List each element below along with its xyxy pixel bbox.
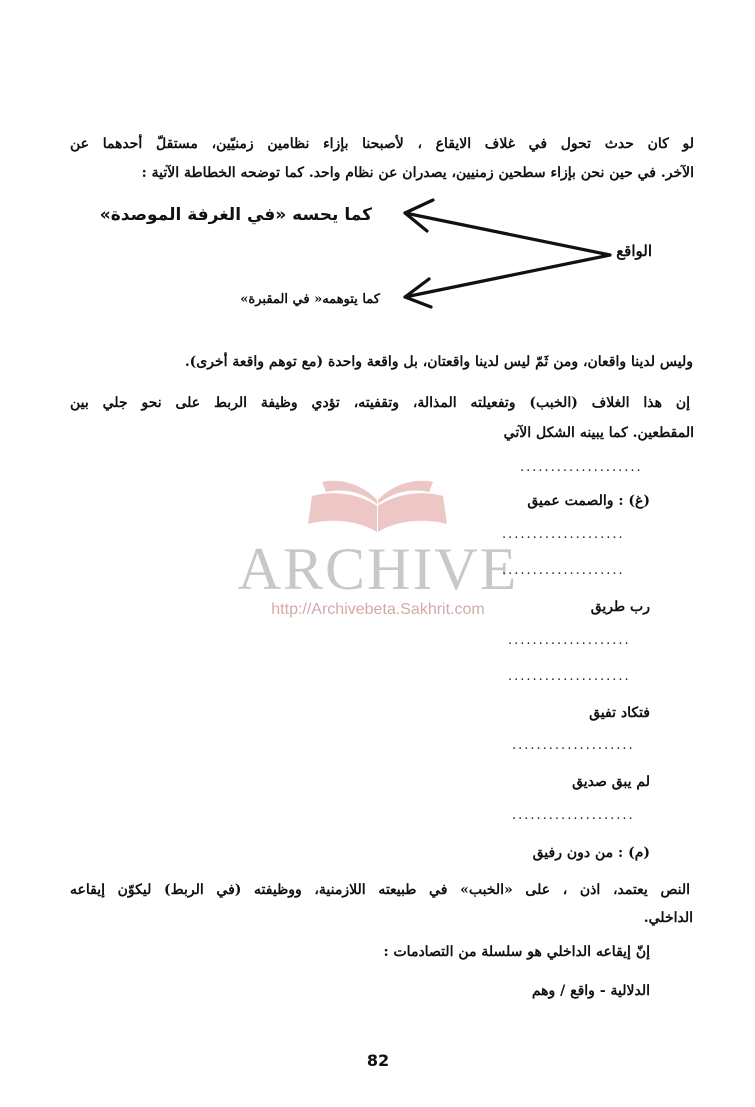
poem-line-4: لم يبق صديق	[572, 774, 650, 790]
archive-book-logo	[300, 470, 455, 545]
poem-line-5: (م) : من دون رفيق	[532, 845, 650, 861]
paragraph-4-line-2: الداخلي.	[643, 910, 693, 926]
paragraph-4-line-1: النص يعتمد، اذن ، على «الخبب» في طبيعته اللازمنية، ووظيفته (في الربط) ليكوّن إيقاعه	[70, 882, 690, 898]
diagram-upper-label: كما يحسه «في الغرفة الموصدة»	[99, 205, 372, 225]
poem-dots: ....................	[512, 808, 635, 823]
diagram-lower-label: كما يتوهمه« في المقبرة»	[240, 292, 380, 307]
poem-dots: ....................	[502, 563, 625, 578]
poem-dots: ....................	[502, 527, 625, 542]
poem-dots: ....................	[508, 633, 631, 648]
poem-line-3: فتكاد تفيق	[589, 705, 650, 721]
poem-dots: ....................	[520, 460, 643, 475]
poem-line-1: (غ) : والصمت عميق	[527, 493, 650, 509]
paragraph-6: الدلالية - واقع / وهم	[531, 983, 650, 999]
paragraph-3-line-2: المقطعين. كما يبينه الشكل الآتي	[503, 425, 694, 441]
poem-dots: ....................	[512, 738, 635, 753]
page-number: 82	[366, 1051, 390, 1070]
paragraph-5: إنّ إيقاعه الداخلي هو سلسلة من التصادمات :	[383, 944, 650, 960]
watermark-title: ARCHIVE	[237, 536, 519, 602]
paragraph-1-line-2: الآخر. في حين نحن بإزاء سطحين زمنيين، يصدران عن نظام واحد. كما توضحه الخطاطة الآتية :	[141, 165, 694, 181]
diagram-source-label: الواقع	[616, 242, 652, 260]
watermark-url: http://Archivebeta.Sakhrit.com	[271, 601, 485, 618]
poem-line-2: رب طريق	[590, 599, 650, 615]
paragraph-3-line-1: إن هذا الغلاف (الخبب) وتفعيلته المذالة، وتقفيته، تؤدي وظيفة الربط على نحو جلي بين	[70, 395, 690, 411]
paragraph-1-line-1: لو كان حدث تحول في غلاف الايقاع ، لأصبحنا بإزاء نظامين زمنيّين، مستقلّ أحدهما عن	[70, 136, 694, 152]
poem-dots: ....................	[508, 669, 631, 684]
diagram-arrows	[395, 195, 625, 310]
paragraph-2: وليس لدينا واقعان، ومن ثَمّ ليس لدينا واقعتان، بل واقعة واحدة (مع توهم واقعة أخرى).	[184, 354, 693, 370]
